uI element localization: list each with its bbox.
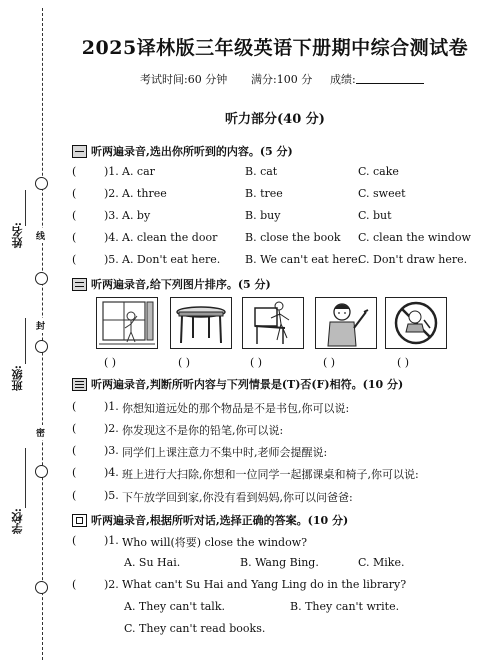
option-b: B. We can't eat here.: [245, 253, 362, 266]
question-number: )5.: [104, 253, 119, 266]
question-number: )2.: [104, 578, 119, 591]
option-a: A. They can't talk.: [124, 600, 225, 613]
section-3-heading: 听两遍录音,判断所听内容与下列情景是(T)否(F)相符。(10 分): [72, 376, 403, 392]
answer-bracket[interactable]: (: [72, 253, 77, 266]
order-answer-bracket[interactable]: ( ): [323, 356, 336, 369]
answer-bracket[interactable]: (: [72, 422, 77, 435]
question-number: )2.: [104, 422, 119, 435]
result-label: 成绩:: [330, 73, 356, 86]
option-a: A. three: [122, 187, 167, 200]
section-number-badge: [72, 378, 87, 391]
order-answer-bracket[interactable]: ( ): [397, 356, 410, 369]
binding-hole-circle: [35, 340, 48, 353]
school-label: 学校:: [11, 508, 24, 535]
answer-bracket[interactable]: (: [72, 534, 77, 547]
question-text: 你发现这不是你的铅笔,你可以说:: [122, 424, 284, 437]
answer-bracket[interactable]: (: [72, 578, 77, 591]
answer-bracket[interactable]: (: [72, 187, 77, 200]
question-number: )1.: [104, 400, 119, 413]
section-2-heading: 听两遍录音,给下列图片排序。(5 分): [72, 276, 271, 292]
option-c: C. clean the window: [358, 231, 471, 244]
option-c: C. cake: [358, 165, 399, 178]
part-title: 听力部分(40 分): [225, 112, 325, 127]
option-b: B. Wang Bing.: [240, 556, 319, 569]
section-number-badge: [72, 145, 87, 158]
binding-hole-circle: [35, 272, 48, 285]
option-b: B. buy: [245, 209, 281, 222]
option-c: C. sweet: [358, 187, 406, 200]
chair-picture: [242, 297, 304, 349]
question-number: )5.: [104, 489, 119, 502]
question-number: )3.: [104, 444, 119, 457]
option-a: A. car: [122, 165, 155, 178]
answer-bracket[interactable]: (: [72, 231, 77, 244]
question-number: )1.: [104, 165, 119, 178]
option-b: B. cat: [245, 165, 278, 178]
option-c: C. Mike.: [358, 556, 405, 569]
section-number-badge: [72, 278, 87, 291]
question-number: )4.: [104, 231, 119, 244]
answer-bracket[interactable]: (: [72, 209, 77, 222]
question-number: )1.: [104, 534, 119, 547]
question-text: 班上进行大扫除,你想和一位同学一起挪课桌和椅子,你可以说:: [122, 468, 419, 481]
option-b: B. They can't write.: [290, 600, 400, 613]
answer-bracket[interactable]: (: [72, 400, 77, 413]
binding-dashed-line: [42, 8, 43, 660]
section-4-heading: 听两遍录音,根据所听对话,选择正确的答案。(10 分): [72, 512, 348, 528]
option-a: A. by: [122, 209, 151, 222]
full-score: 满分:100 分: [251, 73, 313, 86]
answer-bracket[interactable]: (: [72, 444, 77, 457]
option-b: B. close the book: [245, 231, 341, 244]
question-number: )4.: [104, 466, 119, 479]
section-number-badge: [72, 514, 87, 527]
question-number: )3.: [104, 209, 119, 222]
question-text: 下午放学回到家,你没有看到妈妈,你可以问爸爸:: [122, 491, 353, 504]
exam-time: 考试时间:60 分钟: [140, 73, 228, 86]
school-blank-line: [25, 448, 26, 508]
question-text: What can't Su Hai and Yang Ling do in the library?: [122, 578, 407, 591]
answer-bracket[interactable]: (: [72, 466, 77, 479]
binding-hole-circle: [35, 177, 48, 190]
binding-hole-circle: [35, 465, 48, 478]
option-c: C. but: [358, 209, 392, 222]
answer-bracket[interactable]: (: [72, 489, 77, 502]
answer-bracket[interactable]: (: [72, 165, 77, 178]
question-text: 你想知道远处的那个物品是不是书包,你可以说:: [122, 402, 350, 415]
option-c: C. Don't draw here.: [358, 253, 468, 266]
option-a: A. clean the door: [122, 231, 218, 244]
name-blank-line: [25, 190, 26, 226]
no-drawing-sign-picture: [385, 297, 447, 349]
question-text: Who will(将要) close the window?: [122, 536, 308, 549]
order-answer-bracket[interactable]: ( ): [178, 356, 191, 369]
window-picture: [96, 297, 158, 349]
table-picture: [170, 297, 232, 349]
class-blank-line: [25, 318, 26, 364]
section-1-heading: 听两遍录音,选出你所听到的内容。(5 分): [72, 143, 293, 159]
option-b: B. tree: [245, 187, 283, 200]
question-number: )2.: [104, 187, 119, 200]
seal-char: 密: [36, 425, 45, 440]
order-answer-bracket[interactable]: ( ): [250, 356, 263, 369]
seal-char: 线: [36, 228, 45, 243]
question-text: 同学们上课注意力不集中时,老师会提醒说:: [122, 446, 328, 459]
result-field: [330, 71, 424, 87]
class-label: 班级:: [11, 365, 24, 392]
option-a: A. Don't eat here.: [122, 253, 221, 266]
order-answer-bracket[interactable]: ( ): [104, 356, 117, 369]
exam-title: 2025译林版三年级英语下册期中综合测试卷: [81, 37, 469, 59]
seal-char: 封: [36, 318, 45, 333]
option-c: C. They can't read books.: [124, 622, 266, 635]
boy-pencil-picture: [315, 297, 377, 349]
result-blank[interactable]: [356, 72, 424, 84]
name-label: 姓名:: [11, 222, 24, 249]
option-a: A. Su Hai.: [124, 556, 181, 569]
binding-hole-circle: [35, 581, 48, 594]
